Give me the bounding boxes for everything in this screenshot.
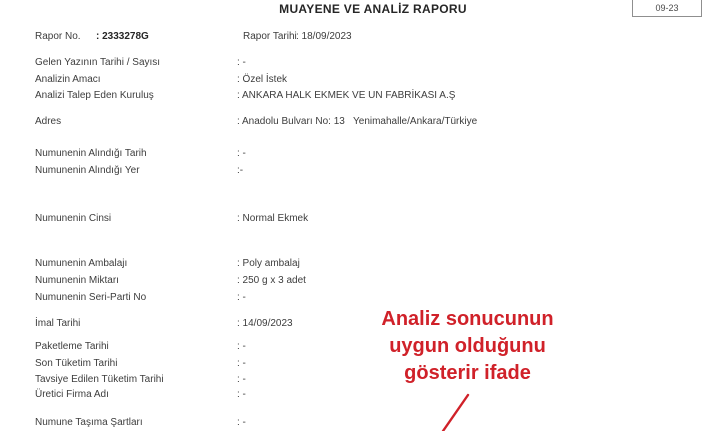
field-row-alindigi-tarih bbox=[0, 147, 706, 160]
form-code: 09-23 bbox=[655, 2, 679, 13]
field-row-tavsiye-tuketim bbox=[0, 373, 706, 386]
field-row-gelen-yazi bbox=[0, 56, 706, 69]
field-row-miktar bbox=[0, 274, 706, 287]
field-label: Analizi Talep Eden Kuruluş bbox=[35, 90, 154, 101]
field-row-paketleme bbox=[0, 340, 706, 353]
field-label: Tavsiye Edilen Tüketim Tarihi bbox=[35, 374, 164, 385]
field-value: : 14/09/2023 bbox=[237, 318, 293, 329]
field-label: Numune Taşıma Şartları bbox=[35, 417, 143, 428]
field-label: Numunenin Alındığı Yer bbox=[35, 165, 140, 176]
field-label: Paketleme Tarihi bbox=[35, 341, 109, 352]
field-label: Numunenin Seri-Parti No bbox=[35, 292, 147, 303]
field-row-alindigi-yer bbox=[0, 164, 706, 177]
field-label: Gelen Yazının Tarihi / Sayısı bbox=[35, 57, 161, 68]
field-value: : - bbox=[237, 57, 246, 68]
field-row-ambalaj bbox=[0, 257, 706, 270]
form-code-box bbox=[632, 0, 702, 17]
rapor-no-label: Rapor No. bbox=[35, 31, 81, 42]
field-row-tasima-sartlari bbox=[0, 416, 706, 429]
field-label: Son Tüketim Tarihi bbox=[35, 358, 118, 369]
report-header-row bbox=[0, 30, 706, 43]
field-value: : Normal Ekmek bbox=[237, 213, 309, 224]
rapor-tarihi-value: : 18/09/2023 bbox=[296, 31, 352, 42]
rapor-no-value: : 2333278G bbox=[96, 31, 149, 42]
field-value: : Anadolu Bulvarı No: 13 Yenimahalle/Ankara/Türkiye bbox=[237, 116, 478, 127]
field-row-uretici-firma bbox=[0, 388, 706, 401]
field-value: : - bbox=[237, 389, 246, 400]
annotation-line-2: uygun olduğunu bbox=[389, 335, 546, 357]
field-row-talep-eden-kurulus bbox=[0, 89, 706, 102]
field-value: : - bbox=[237, 341, 246, 352]
field-value: : - bbox=[237, 374, 246, 385]
field-label: İmal Tarihi bbox=[35, 318, 81, 329]
field-label: Numunenin Miktarı bbox=[35, 275, 119, 286]
field-label: Üretici Firma Adı bbox=[35, 389, 109, 400]
field-value: : Poly ambalaj bbox=[237, 258, 300, 269]
annotation-text bbox=[365, 306, 570, 387]
field-value: : 250 g x 3 adet bbox=[237, 275, 306, 286]
field-row-numune-cinsi bbox=[0, 212, 706, 225]
field-label: Analizin Amacı bbox=[35, 74, 101, 85]
field-label: Numunenin Cinsi bbox=[35, 213, 112, 224]
field-row-son-tuketim bbox=[0, 357, 706, 370]
field-value: : ANKARA HALK EKMEK VE UN FABRİKASI A.Ş bbox=[237, 90, 456, 101]
field-value: : - bbox=[237, 292, 246, 303]
field-value: : - bbox=[237, 417, 246, 428]
annotation-line-1: Analiz sonucunun bbox=[381, 308, 554, 330]
rapor-tarihi-label: Rapor Tarihi bbox=[243, 31, 297, 42]
field-value: :- bbox=[237, 165, 244, 176]
annotation-callout-line bbox=[432, 389, 474, 431]
page-title: MUAYENE VE ANALİZ RAPORU bbox=[279, 2, 467, 16]
field-row-adres bbox=[0, 115, 706, 128]
field-row-seri-parti bbox=[0, 291, 706, 304]
field-value: : - bbox=[237, 148, 246, 159]
field-value: : Özel İstek bbox=[237, 74, 288, 85]
field-label: Numunenin Ambalajı bbox=[35, 258, 128, 269]
field-label: Numunenin Alındığı Tarih bbox=[35, 148, 147, 159]
field-value: : - bbox=[237, 358, 246, 369]
field-label: Adres bbox=[35, 116, 62, 127]
field-row-analizin-amaci bbox=[0, 73, 706, 86]
field-row-imal-tarihi bbox=[0, 317, 706, 330]
annotation-line-3: gösterir ifade bbox=[404, 362, 531, 384]
